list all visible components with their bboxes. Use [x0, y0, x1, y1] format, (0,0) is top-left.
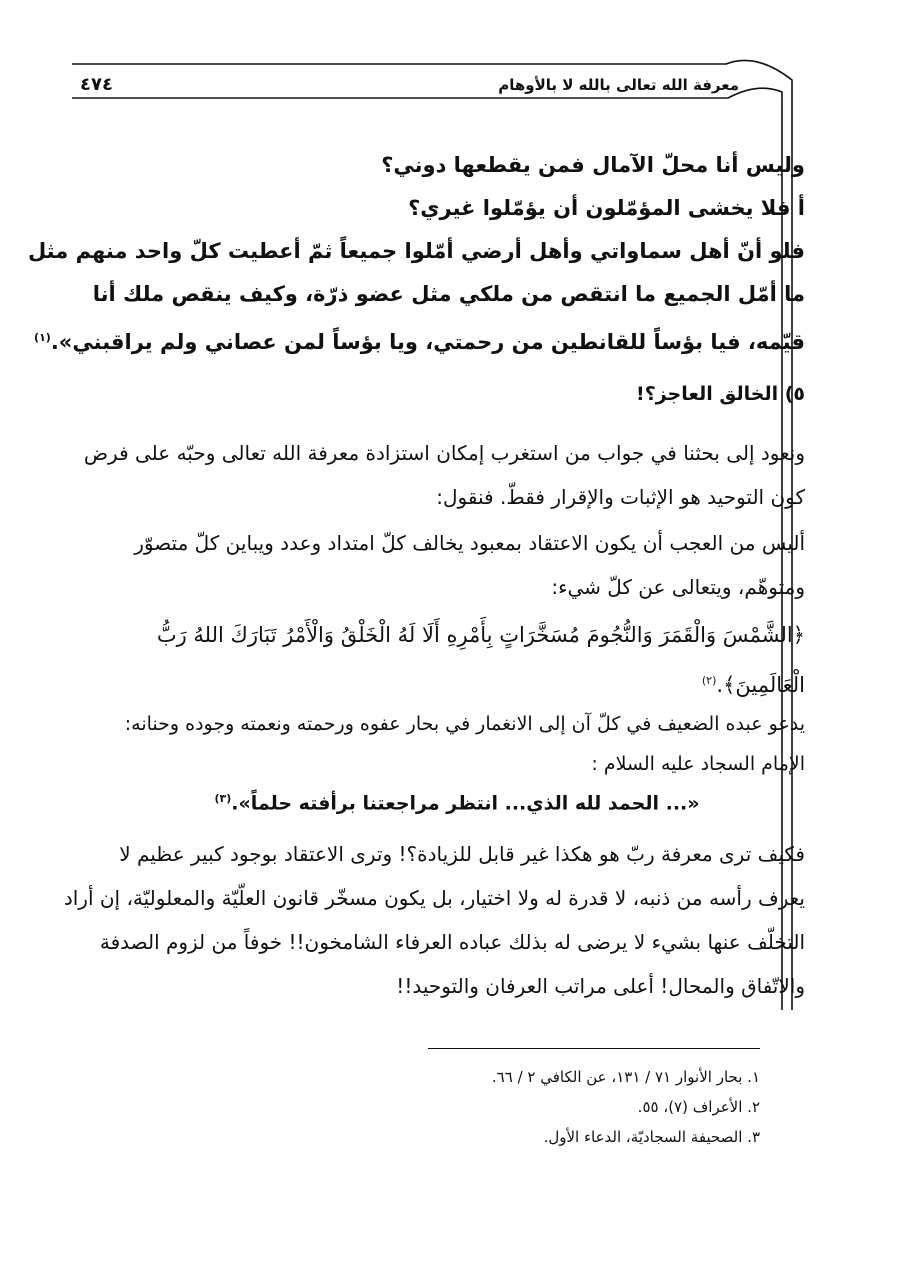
footnote-ref: (٣) [214, 792, 232, 805]
quote-line: فلو أنّ أهل سماواتي وأهل أرضي أمّلوا جميعاً ثمّ أعطيت كلّ واحد منهم مثل [27, 239, 805, 263]
quote-line: أ فلا يخشى المؤمّلون أن يؤمّلوا غيري؟ [408, 196, 805, 220]
paragraph-line: ومتوهّم، ويتعالى عن كلّ شيء: [551, 575, 805, 599]
paragraph-line: فكيف ترى معرفة ربّ هو هكذا غير قابل للزيادة؟! وترى الاعتقاد بوجود كبير عظيم لا [119, 842, 805, 866]
paragraph-line: يدعو عبده الضعيف في كلّ آن إلى الانغمار في بحار عفوه ورحمته ونعمته وجوده وحنانه: [124, 713, 805, 735]
footnote-ref: (١) [34, 331, 51, 344]
paragraph-line: ونعود إلى بحثنا في جواب من استغرب إمكان استزادة معرفة الله تعالى وحبّه على فرض [83, 441, 805, 465]
footnote-separator [428, 1048, 760, 1049]
quran-verse [105, 612, 805, 708]
quote-line: وليس أنا محلّ الآمال فمن يقطعها دوني؟ [381, 153, 805, 177]
paragraph-1 [83, 431, 805, 519]
quran-line-last: الْعَالَمِينَ﴾.$^{(٢)}$ [701, 673, 805, 697]
footnote-item: ٣. الصحيفة السجاديّة، الدعاء الأول. [543, 1128, 760, 1146]
footnote-item: ٢. الأعراف (٧)، ٥٥. [637, 1098, 760, 1116]
paragraph-line: أليس من العجب أن يكون الاعتقاد بمعبود يخالف كلّ امتداد وعدد ويباين كلّ متصوّر [134, 531, 805, 555]
quote-line-last: قيّمه، فيا بؤساً للقانطين من رحمتي، ويا بؤساً لمن عصاني ولم يراقبني».$^{(١)}$ [34, 330, 805, 354]
footnote-item: ١. بحار الأنوار ٧١ / ١٣١، عن الكافي ٢ / ٦٦. [491, 1068, 760, 1086]
paragraph-line: الإمام السجاد عليه السلام : [591, 753, 805, 775]
quote-line: ما أمّل الجميع ما انتقص من ملكي مثل عضو ذرّة، وكيف ينقص ملك أنا [92, 282, 805, 306]
paragraph-line: كون التوحيد هو الإثبات والإقرار فقطّ. فنقول: [436, 485, 805, 509]
running-header-title: معرفة الله تعالى بالله لا بالأوهام [498, 76, 739, 94]
paragraph-line: والاتّفاق والمحال! أعلى مراتب العرفان والتوحيد!! [396, 974, 805, 998]
footnote-ref: (٢) [701, 674, 717, 687]
quote-block [27, 144, 805, 364]
paragraph-4 [63, 832, 805, 1008]
quran-line: ﴿الشَّمْسَ وَالْقَمَرَ وَالنُّجُومَ مُسَخَّرَاتٍ بِأَمْرِهِ أَلَا لَهُ الْخَلْقُ وَالْأَمْرُ تَبَارَكَ اللهُ رَبُّ [156, 623, 805, 647]
paragraph-line: التخلّف عنها بشيء لا يرضى له بذلك عباده العرفاء الشامخون!! خوفاً من لزوم الصدفة [99, 930, 805, 954]
paragraph-2 [105, 521, 805, 609]
paragraph-3 [105, 704, 805, 784]
hadith-quote: «... الحمد لله الذي... انتظر مراجعتنا برأفته حلماً».$^{(٣)}$ [214, 792, 700, 815]
page-number: ٤٧٤ [80, 74, 113, 95]
paragraph-line: يعرف رأسه من ذنبه، لا قدرة له ولا اختيار، بل يكون مسخّر قانون العلّيّة والمعلوليّة، إن أراد [63, 886, 805, 910]
section-heading: ٥) الخالق العاجز؟! [636, 383, 805, 405]
